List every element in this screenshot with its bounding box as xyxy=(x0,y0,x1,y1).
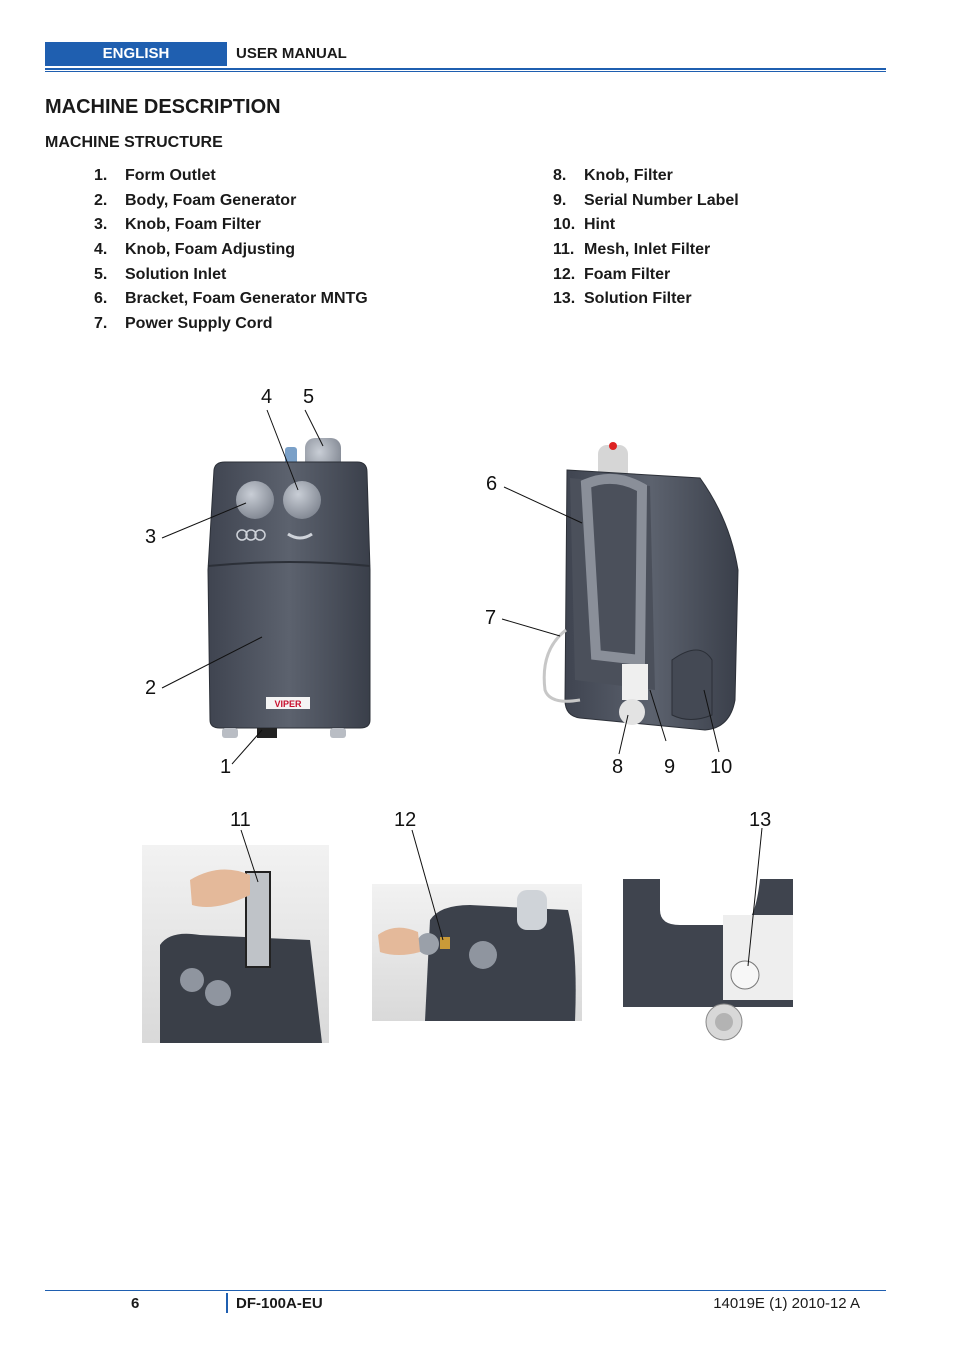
callout-10: 10 xyxy=(710,756,733,778)
item-label: Body, Foam Generator xyxy=(125,191,297,209)
language-tab: ENGLISH xyxy=(45,42,227,66)
filter-knob xyxy=(619,699,645,725)
callout-12: 12 xyxy=(394,809,417,831)
cap-center xyxy=(715,1013,733,1031)
callout-3: 3 xyxy=(145,526,157,548)
item-number: 3. xyxy=(94,216,108,234)
item-label: Knob, Foam Filter xyxy=(125,216,261,234)
footer-separator xyxy=(226,1293,228,1313)
callout-9: 9 xyxy=(664,756,676,778)
item-label: Mesh, Inlet Filter xyxy=(584,241,711,259)
callout-2: 2 xyxy=(145,677,157,699)
foot xyxy=(222,728,238,738)
item-label: Form Outlet xyxy=(125,167,216,184)
cap-dot xyxy=(609,442,617,450)
item-label: Serial Number Label xyxy=(584,191,739,209)
section-title: MACHINE DESCRIPTION xyxy=(45,96,281,118)
callout-6: 6 xyxy=(486,473,498,495)
item-number: 11. xyxy=(553,241,575,259)
model-number: DF-100A-EU xyxy=(236,1295,323,1312)
filter-opening xyxy=(731,961,759,989)
solution-filter-photo xyxy=(623,809,793,1040)
footer-rule xyxy=(45,1290,886,1291)
manual-title: USER MANUAL xyxy=(236,45,347,62)
callout-4: 4 xyxy=(261,386,273,408)
item-label: Foam Filter xyxy=(584,265,671,283)
callout-8: 8 xyxy=(612,756,624,778)
item-number: 2. xyxy=(94,191,108,209)
item-number: 13. xyxy=(553,290,576,308)
hand xyxy=(378,928,420,955)
foam-filter xyxy=(440,937,450,949)
item-label: Power Supply Cord xyxy=(125,315,273,333)
foam-adjusting-knob xyxy=(283,481,321,519)
callout-1: 1 xyxy=(220,756,232,778)
callout-7: 7 xyxy=(485,607,497,629)
item-label: Knob, Foam Adjusting xyxy=(125,241,296,259)
callout-11: 11 xyxy=(230,809,251,831)
item-number: 5. xyxy=(94,265,108,283)
item-label: Solution Filter xyxy=(584,290,692,308)
knob xyxy=(205,980,231,1006)
item-number: 6. xyxy=(94,290,108,308)
foam-filter-knob xyxy=(236,481,274,519)
brand-badge-text: VIPER xyxy=(274,699,302,709)
leader-line xyxy=(502,619,560,636)
item-number: 9. xyxy=(553,191,567,209)
machine-top xyxy=(425,905,576,1021)
foam-filter-knob xyxy=(417,933,439,955)
inlet-filter-photo xyxy=(142,809,329,1043)
subsection-title: MACHINE STRUCTURE xyxy=(45,134,223,151)
item-label: Hint xyxy=(584,216,616,234)
callout-13: 13 xyxy=(749,809,772,831)
label-plate xyxy=(723,915,793,1000)
item-number: 12. xyxy=(553,265,576,283)
serial-number-label xyxy=(622,664,648,700)
foam-filter-photo xyxy=(372,809,582,1021)
foot xyxy=(330,728,346,738)
item-number: 10. xyxy=(553,216,576,234)
item-number: 4. xyxy=(94,241,108,259)
rear-view-figure xyxy=(485,442,738,778)
hint-grille xyxy=(672,650,712,720)
document-code: 14019E (1) 2010-12 A xyxy=(713,1295,860,1312)
item-number: 1. xyxy=(94,167,108,184)
callout-5: 5 xyxy=(303,386,315,408)
knob xyxy=(469,941,497,969)
item-label: Solution Inlet xyxy=(125,265,227,283)
inlet-cap xyxy=(517,890,547,930)
item-label: Bracket, Foam Generator MNTG xyxy=(125,290,368,308)
item-label: Knob, Filter xyxy=(584,167,673,184)
item-number: 7. xyxy=(94,315,108,333)
item-number: 8. xyxy=(553,167,567,184)
knob xyxy=(180,968,204,992)
page-number: 6 xyxy=(131,1295,140,1312)
front-view-figure xyxy=(145,386,370,778)
